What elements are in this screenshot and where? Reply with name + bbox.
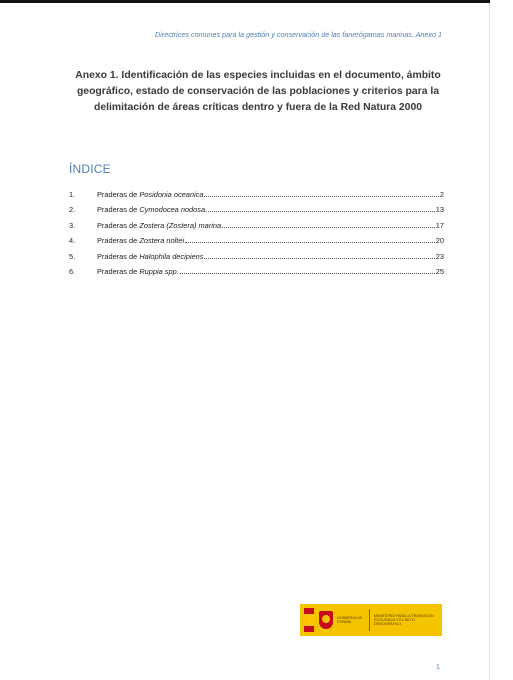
toc-entry-prefix: Praderas de	[97, 266, 140, 276]
top-rule	[0, 0, 490, 3]
coat-of-arms-icon	[319, 611, 333, 629]
toc-entry-species: Zostera (Zostera) marina	[139, 220, 222, 230]
toc-entry-prefix: Praderas de	[97, 236, 140, 246]
table-of-contents	[69, 190, 444, 282]
toc-entry-label	[97, 252, 203, 261]
toc-entry-number: 6.	[69, 266, 76, 276]
toc-entry[interactable]	[69, 190, 444, 205]
toc-entry[interactable]	[69, 252, 444, 267]
toc-leader-dots	[208, 210, 435, 212]
toc-entry-species: Zostera noltei	[139, 236, 185, 246]
toc-entry-number: 1.	[69, 190, 76, 199]
toc-entry[interactable]	[69, 267, 444, 282]
toc-entry-page: 2	[439, 190, 444, 199]
toc-leader-dots	[204, 195, 438, 197]
toc-entry-prefix: Praderas de	[97, 251, 140, 261]
toc-entry[interactable]	[69, 205, 444, 220]
toc-entry-page: 25	[435, 266, 444, 276]
ministerio-text: MINISTERIO PARA LA TRANSICIÓN ECOLÓGICA Y EL RETO DEMOGRÁFICO	[374, 613, 434, 627]
government-logo	[300, 604, 442, 636]
toc-entry-suffix: .	[176, 266, 179, 276]
toc-entry-species: Ruppia spp	[139, 266, 177, 276]
toc-entry-page: 20	[435, 236, 444, 246]
toc-leader-dots	[185, 241, 435, 243]
toc-entry-number: 3.	[69, 220, 76, 230]
toc-entry-label	[97, 221, 221, 230]
toc-entry-species: Cymodocea nodosa	[139, 205, 206, 215]
document-title: Anexo 1. Identificación de las especies incluidas en el documento, ámbito geográfico, estado de conservación de las poblaciones y criterios para la delimitación de áreas críticas dentro y fuera de la Red Natura 2000	[75, 70, 441, 113]
toc-entry-prefix: Praderas de	[97, 220, 140, 230]
running-header: Directrices comunes para la gestión y conservación de las fanerógamas marinas. Anexo 1	[155, 30, 442, 39]
toc-entry-number: 4.	[69, 236, 76, 246]
logo-divider	[369, 609, 370, 631]
toc-entry-prefix: Praderas de	[97, 205, 140, 215]
toc-entry-number: 2.	[69, 205, 76, 215]
toc-entry-species: Halophila decipiens	[139, 251, 204, 261]
toc-entry-page: 13	[435, 205, 444, 215]
toc-entry-page: 17	[435, 220, 444, 230]
toc-leader-dots	[222, 226, 435, 228]
toc-entry-suffix: .	[205, 205, 208, 215]
toc-entry[interactable]	[69, 221, 444, 236]
toc-entry-label	[97, 190, 203, 199]
toc-leader-dots	[204, 257, 434, 259]
spain-flag-icon	[304, 608, 314, 632]
toc-entry-label	[97, 267, 179, 276]
toc-entry-label	[97, 236, 184, 245]
gobierno-text: GOBIERNO DE ESPAÑA	[337, 615, 363, 624]
index-heading: ÍNDICE	[69, 162, 111, 176]
toc-entry-prefix: Praderas de	[97, 190, 140, 199]
toc-leader-dots	[180, 272, 435, 274]
toc-entry-page: 23	[435, 251, 444, 261]
toc-entry[interactable]	[69, 236, 444, 251]
toc-entry-species: Posidonia oceanica	[139, 190, 204, 199]
page-number: 1	[436, 664, 440, 671]
toc-entry-label	[97, 205, 207, 214]
toc-entry-number: 5.	[69, 251, 76, 261]
